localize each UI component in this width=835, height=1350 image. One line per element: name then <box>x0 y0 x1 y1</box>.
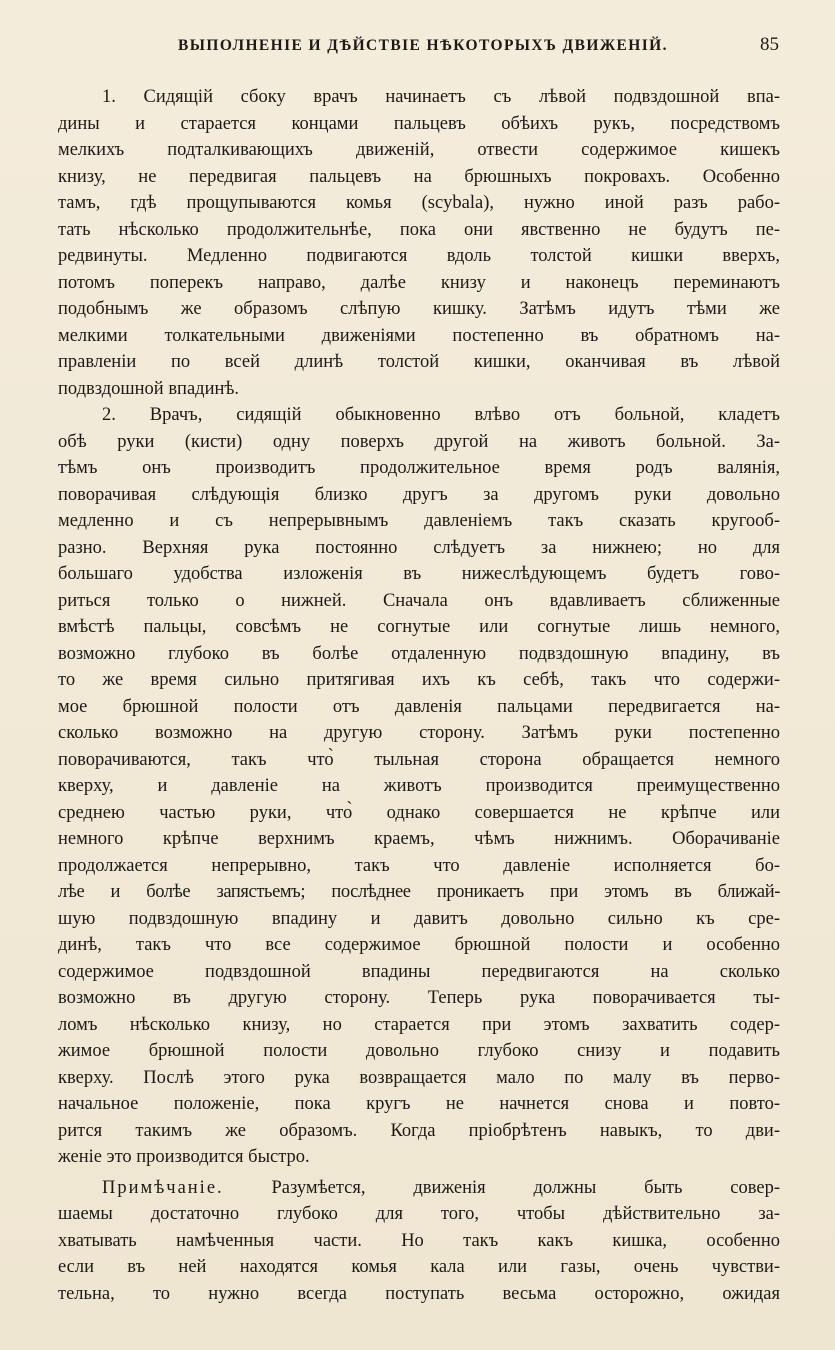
text-line: редвинуты. Медленно подвигаются вдоль толстой кишки вверхъ, <box>58 246 780 266</box>
text-line: возможно въ другую сторону. Теперь рука поворачивается ты- <box>58 988 780 1008</box>
text-line: кверху. Послѣ этого рука возвращается мало по малу въ перво- <box>58 1067 780 1088</box>
page-number: 85 <box>760 34 779 55</box>
text-line: возможно глубоко въ болѣе отдаленную подвздошную впадину, въ <box>58 643 780 664</box>
text-line: подвздошной впадинѣ. <box>58 378 240 399</box>
text-line: правленіи по всей длинѣ толстой кишки, оканчивая въ лѣвой <box>58 352 780 372</box>
text-line: рится такимъ же образомъ. Когда пріобрѣтенъ навыкъ, то дви- <box>58 1120 780 1141</box>
text-line: среднею частью руки, что̀ однако совершается не крѣпче или <box>58 802 780 823</box>
text-line: книзу, не передвигая пальцевъ на брюшныхъ покровахъ. Особенно <box>58 166 780 187</box>
text-line: тамъ, гдѣ прощупываются комья (scybala), нужно иной разъ рабо- <box>58 193 780 213</box>
note-lead: Примѣчаніе. <box>102 1177 224 1198</box>
text-line: продолжается непрерывно, такъ что давленіе исполняется бо- <box>58 855 780 876</box>
body-text <box>58 84 780 1307</box>
text-line: сколько возможно на другую сторону. Затѣмъ руки постепенно <box>58 723 780 743</box>
text-line <box>58 1175 780 1202</box>
text-line: начальное положеніе, пока кругъ не начнется снова и повто- <box>58 1094 780 1114</box>
page-header <box>178 34 779 58</box>
text-line: разно. Верхняя рука постоянно слѣдуетъ за нижнею; но для <box>58 537 780 558</box>
text-line: медленно и съ непрерывнымъ давленіемъ такъ сказать кругооб- <box>58 511 780 531</box>
text-line: шую подвздошную впадину и давитъ довольно сильно къ сре- <box>58 908 780 929</box>
text-line: жимое брюшной полости довольно глубоко снизу и подавить <box>58 1041 780 1061</box>
text-line: 2. Врачъ, сидящій обыкновенно влѣво отъ больной, кладетъ <box>102 405 780 425</box>
paragraph-1 <box>58 84 780 402</box>
note-paragraph <box>58 1175 780 1308</box>
text-line: тельна, то нужно всегда поступать весьма осторожно, ожидая <box>58 1283 780 1304</box>
text-line: мелкими толкательными движеніями постепенно въ обратномъ на- <box>58 325 780 346</box>
text-line: 1. Сидящій сбоку врачъ начинаетъ съ лѣвой подвздошной впа- <box>102 87 780 107</box>
text-line: риться только о нижней. Сначала онъ вдавливаетъ сближенные <box>58 590 780 611</box>
text-line: обѣ руки (кисти) одну поверхъ другой на животъ больной. За- <box>58 431 780 452</box>
text-line: лѣе и болѣе запястьемъ; послѣднее проникаетъ при этомъ въ ближай- <box>58 882 780 902</box>
text-line: вмѣстѣ пальцы, совсѣмъ не согнутые или согнутые лишь немного, <box>58 617 780 637</box>
text-line: немного крѣпче верхнимъ краемъ, чѣмъ нижнимъ. Оборачиваніе <box>58 829 780 849</box>
text-line: ломъ нѣсколько книзу, но старается при этомъ захватить содер- <box>58 1014 780 1035</box>
text-line: динѣ, такъ что все содержимое брюшной полости и особенно <box>58 935 780 955</box>
text-line: мое брюшной полости отъ давленія пальцами передвигается на- <box>58 696 780 717</box>
text-line: шаемы достаточно глубоко для того, чтобы дѣйствительно за- <box>58 1204 780 1224</box>
text-line: тать нѣсколько продолжительнѣе, пока они явственно не будутъ пе- <box>58 219 780 240</box>
paragraph-2 <box>58 402 780 1171</box>
text-line: подобнымъ же образомъ слѣпую кишку. Затѣмъ идутъ тѣми же <box>58 299 780 319</box>
text-line: потомъ поперекъ направо, далѣе книзу и наконецъ переминаютъ <box>58 272 780 293</box>
text-line: дины и старается концами пальцевъ обѣихъ рукъ, посредствомъ <box>58 113 780 134</box>
text-line: кверху, и давленіе на животъ производится преимущественно <box>58 776 780 796</box>
text-line: поворачивая слѣдующія близко другъ за другомъ руки довольно <box>58 484 780 505</box>
text-line: то же время сильно притягивая ихъ къ себѣ, такъ что содержи- <box>58 670 780 690</box>
text-line: хватывать намѣченныя части. Но такъ какъ кишка, особенно <box>58 1230 780 1251</box>
running-title: ВЫПОЛНЕНІЕ И ДѢЙСТВІЕ НѢКОТОРЫХЪ ДВИЖЕНІЙ. <box>178 37 668 54</box>
text-line: большаго удобства изложенія въ нижеслѣдующемъ будетъ гово- <box>58 564 780 584</box>
text-line: содержимое подвздошной впадины передвигаются на сколько <box>58 961 780 982</box>
text-line: женіе это производится быстро. <box>58 1147 310 1167</box>
text-line: если въ ней находятся комья кала или газы, очень чувстви- <box>58 1257 780 1277</box>
text-line: поворачиваются, такъ что̀ тыльная сторона обращается немного <box>58 749 780 770</box>
text-line: мелкихъ подталкивающихъ движеній, отвести содержимое кишекъ <box>58 140 780 160</box>
text-line: тѣмъ онъ производитъ продолжительное время родъ валянія, <box>58 458 780 478</box>
note-line-start: Разумѣется, движенія должны быть совер- <box>223 1177 780 1198</box>
